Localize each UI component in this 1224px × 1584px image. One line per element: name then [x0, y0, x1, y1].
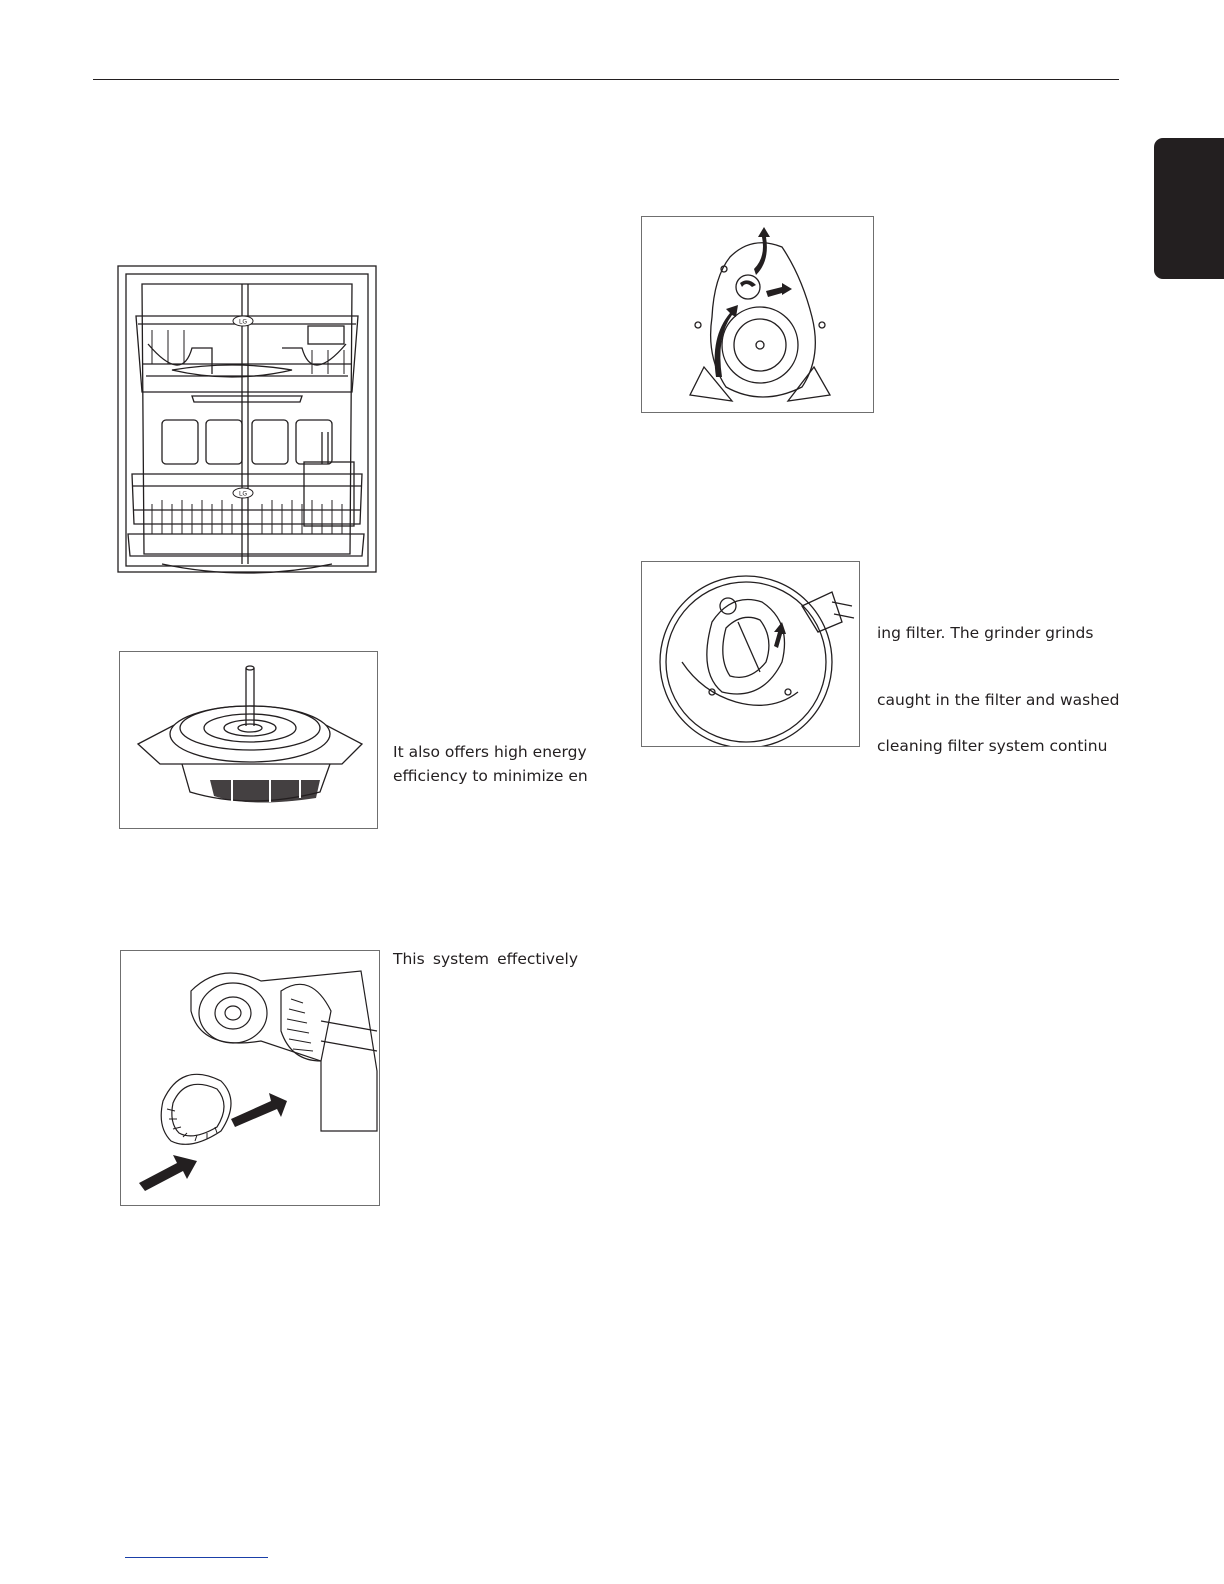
filter-text-line-1: ing filter. The grinder grinds: [877, 624, 1094, 642]
header-rule: [93, 79, 1119, 80]
grinder-filter-figure: [641, 561, 860, 747]
lower-rack-logo: LG: [239, 490, 247, 498]
upper-rack-logo: LG: [239, 318, 247, 326]
pump-flow-drawing: [642, 217, 873, 412]
system-text: This system effectively: [393, 950, 578, 968]
motor-text-line-2: efficiency to minimize en: [393, 767, 588, 785]
dishwasher-interior-illustration: [112, 264, 380, 576]
grinder-filter-drawing: [642, 562, 859, 746]
pump-flow-figure: [641, 216, 874, 413]
chapter-tab: [1154, 138, 1224, 279]
footer-link-underline[interactable]: [125, 1557, 268, 1558]
filter-text-line-3: cleaning filter system continu: [877, 737, 1108, 755]
dishwasher-interior-drawing: [112, 264, 380, 576]
sump-exploded-figure: [120, 950, 380, 1206]
motor-text-line-1: It also offers high energy: [393, 743, 587, 761]
sump-exploded-drawing: [121, 951, 379, 1205]
filter-text-line-2: caught in the filter and washed: [877, 691, 1120, 709]
motor-figure: [119, 651, 378, 829]
motor-drawing: [120, 652, 377, 828]
